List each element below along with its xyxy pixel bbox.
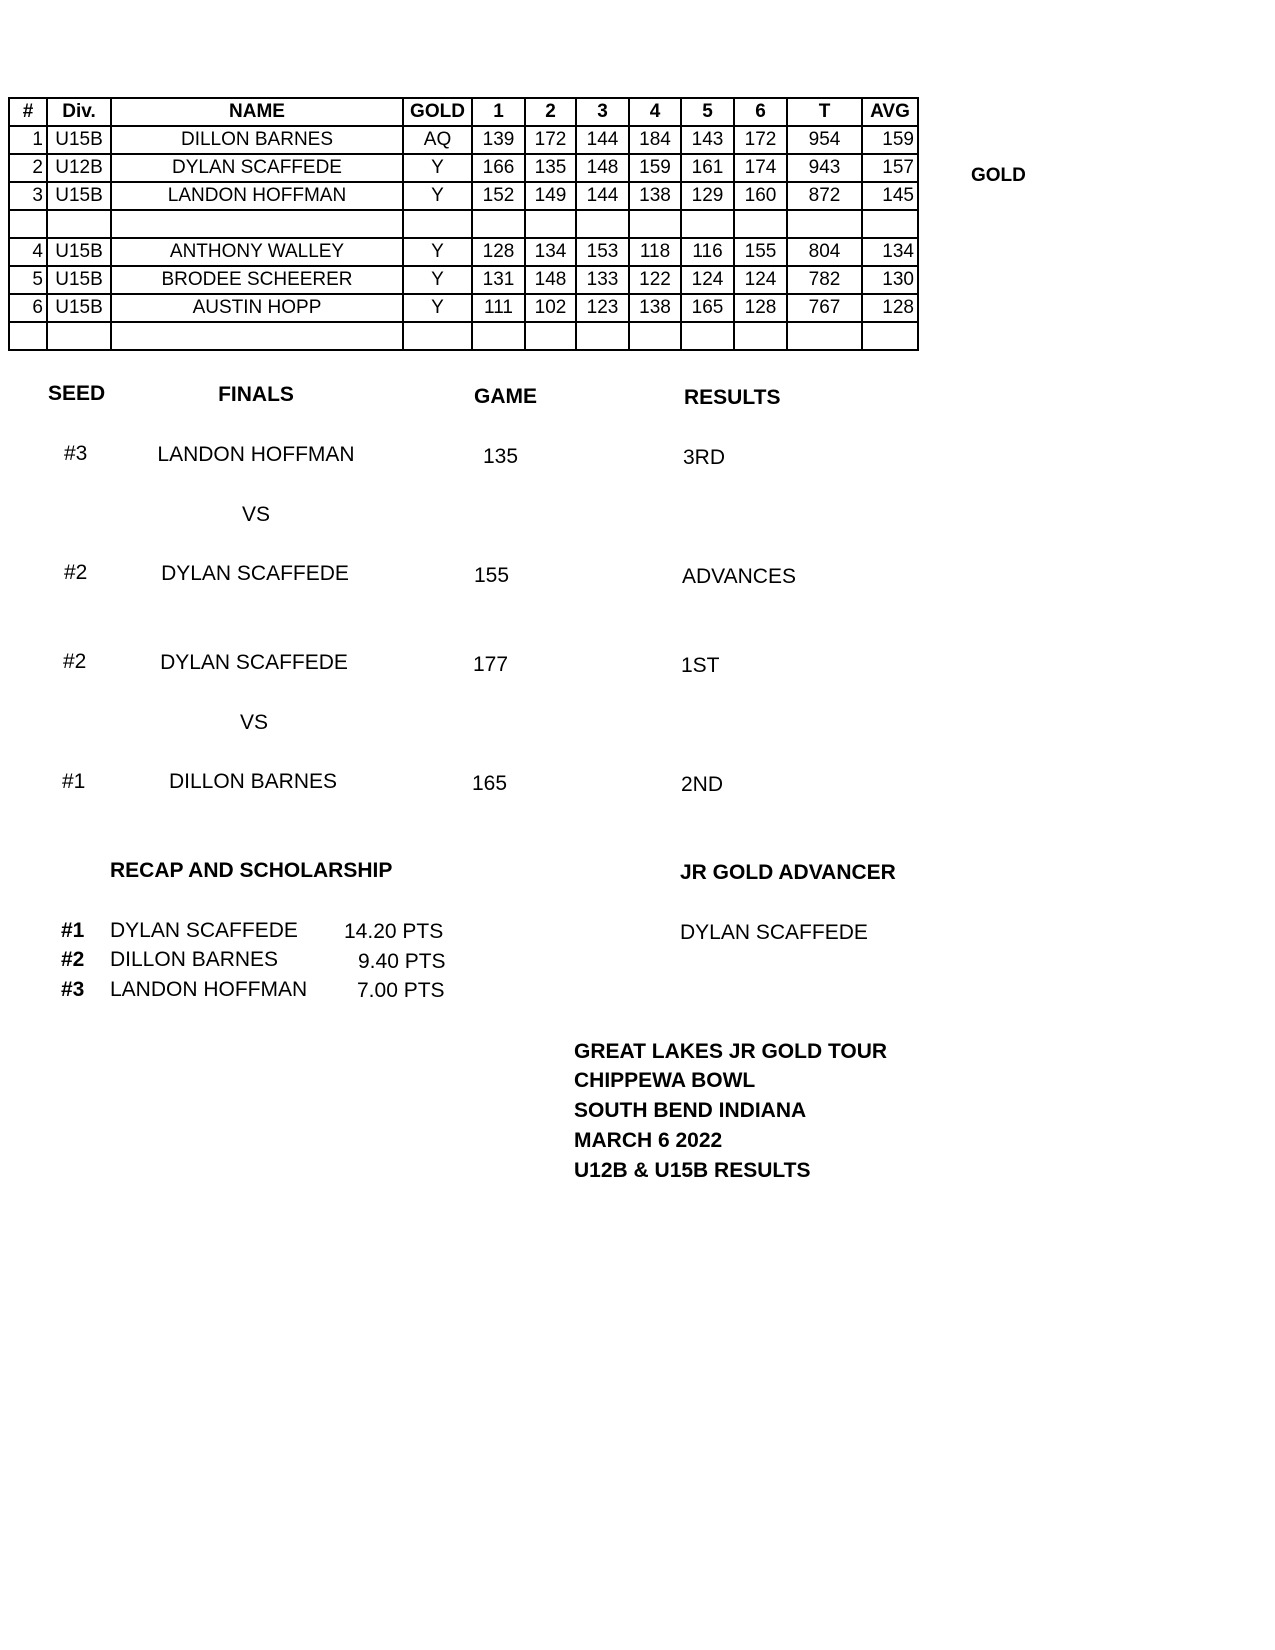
cell-game-2	[525, 322, 576, 350]
cell-game-3	[576, 210, 629, 238]
cell-total	[787, 210, 862, 238]
cell-name: AUSTIN HOPP	[111, 294, 403, 322]
cell-average	[862, 210, 918, 238]
cell-division	[47, 322, 111, 350]
cell-total: 767	[787, 294, 862, 322]
cell-game-5: 124	[681, 266, 734, 294]
match-seed: #2	[64, 561, 88, 584]
gold-side-label: GOLD	[971, 165, 1026, 186]
col-header-game-1: 1	[472, 98, 525, 126]
cell-rank	[9, 210, 47, 238]
cell-gold: AQ	[403, 126, 472, 154]
match-game-score: 155	[474, 564, 510, 587]
table-row	[9, 266, 918, 294]
cell-game-5: 143	[681, 126, 734, 154]
cell-game-2: 172	[525, 126, 576, 154]
cell-game-6: 124	[734, 266, 787, 294]
cell-game-1	[472, 322, 525, 350]
cell-game-2: 149	[525, 182, 576, 210]
cell-total: 872	[787, 182, 862, 210]
cell-game-5	[681, 322, 734, 350]
recap-points: 9.40 PTS	[358, 950, 446, 973]
cell-gold	[403, 210, 472, 238]
cell-division: U15B	[47, 126, 111, 154]
cell-division	[47, 210, 111, 238]
table-row	[9, 210, 918, 238]
cell-gold: Y	[403, 238, 472, 266]
match-player-name: LANDON HOFFMAN	[157, 443, 355, 466]
cell-total: 804	[787, 238, 862, 266]
cell-name: DILLON BARNES	[111, 126, 403, 154]
table-row	[9, 126, 918, 154]
cell-division: U15B	[47, 238, 111, 266]
cell-game-5: 161	[681, 154, 734, 182]
cell-average	[862, 322, 918, 350]
recap-rank: #3	[61, 978, 85, 1001]
cell-gold: Y	[403, 294, 472, 322]
match-seed: #1	[62, 770, 86, 793]
col-header-gold: GOLD	[403, 98, 472, 126]
results-header: RESULTS	[684, 386, 781, 409]
cell-game-6: 174	[734, 154, 787, 182]
cell-game-4: 118	[629, 238, 681, 266]
recap-rank: #2	[61, 948, 85, 971]
cell-game-6: 128	[734, 294, 787, 322]
match-player-name: DYLAN SCAFFEDE	[161, 562, 349, 585]
match-result: 3RD	[683, 446, 726, 469]
cell-name: BRODEE SCHEERER	[111, 266, 403, 294]
cell-division: U15B	[47, 294, 111, 322]
cell-rank: 3	[9, 182, 47, 210]
cell-game-1: 152	[472, 182, 525, 210]
cell-division: U12B	[47, 154, 111, 182]
match-result: 2ND	[681, 773, 724, 796]
finals-header: FINALS	[218, 383, 294, 406]
cell-game-3: 123	[576, 294, 629, 322]
table-row	[9, 294, 918, 322]
recap-name: DILLON BARNES	[110, 948, 279, 971]
advancer-name: DYLAN SCAFFEDE	[680, 921, 868, 944]
recap-rank: #1	[61, 919, 85, 942]
cell-game-1	[472, 210, 525, 238]
cell-name	[111, 210, 403, 238]
event-location: SOUTH BEND INDIANA	[574, 1099, 807, 1122]
cell-rank	[9, 322, 47, 350]
cell-game-6: 155	[734, 238, 787, 266]
table-row	[9, 154, 918, 182]
cell-gold	[403, 322, 472, 350]
cell-game-6	[734, 210, 787, 238]
cell-gold: Y	[403, 154, 472, 182]
cell-average: 130	[862, 266, 918, 294]
col-header-average: AVG	[862, 98, 918, 126]
col-header-game-5: 5	[681, 98, 734, 126]
table-row	[9, 182, 918, 210]
cell-game-5: 165	[681, 294, 734, 322]
game-header: GAME	[474, 385, 537, 408]
col-header-name: NAME	[111, 98, 403, 126]
event-tour-name: GREAT LAKES JR GOLD TOUR	[574, 1040, 888, 1063]
cell-game-3: 133	[576, 266, 629, 294]
cell-total: 943	[787, 154, 862, 182]
cell-game-4	[629, 322, 681, 350]
cell-game-3: 144	[576, 182, 629, 210]
match-game-score: 177	[473, 653, 509, 676]
cell-game-2: 148	[525, 266, 576, 294]
cell-division: U15B	[47, 266, 111, 294]
col-header-game-2: 2	[525, 98, 576, 126]
match-seed: #3	[64, 442, 88, 465]
standings-table	[8, 97, 919, 351]
cell-game-3	[576, 322, 629, 350]
cell-game-5: 116	[681, 238, 734, 266]
match-result: ADVANCES	[682, 565, 796, 588]
cell-game-1: 131	[472, 266, 525, 294]
table-row	[9, 238, 918, 266]
col-header-game-3: 3	[576, 98, 629, 126]
cell-total	[787, 322, 862, 350]
cell-division: U15B	[47, 182, 111, 210]
versus-label: VS	[241, 503, 271, 526]
cell-game-3: 153	[576, 238, 629, 266]
cell-total: 954	[787, 126, 862, 154]
cell-total: 782	[787, 266, 862, 294]
cell-game-2: 134	[525, 238, 576, 266]
cell-average: 157	[862, 154, 918, 182]
cell-game-2: 102	[525, 294, 576, 322]
event-date: MARCH 6 2022	[574, 1129, 723, 1152]
table-row	[9, 322, 918, 350]
recap-title: RECAP AND SCHOLARSHIP	[110, 859, 393, 882]
cell-rank: 4	[9, 238, 47, 266]
cell-game-1: 139	[472, 126, 525, 154]
advancer-title: JR GOLD ADVANCER	[680, 861, 896, 884]
col-header-rank: #	[9, 98, 47, 126]
cell-rank: 1	[9, 126, 47, 154]
cell-game-4: 159	[629, 154, 681, 182]
col-header-game-4: 4	[629, 98, 681, 126]
cell-name	[111, 322, 403, 350]
cell-game-4	[629, 210, 681, 238]
recap-name: DYLAN SCAFFEDE	[110, 919, 298, 942]
cell-game-1: 111	[472, 294, 525, 322]
cell-name: ANTHONY WALLEY	[111, 238, 403, 266]
match-game-score: 135	[483, 445, 519, 468]
event-divisions: U12B & U15B RESULTS	[574, 1159, 811, 1182]
cell-average: 134	[862, 238, 918, 266]
event-venue: CHIPPEWA BOWL	[574, 1069, 756, 1092]
cell-game-3: 144	[576, 126, 629, 154]
match-result: 1ST	[681, 654, 720, 677]
cell-game-2	[525, 210, 576, 238]
cell-average: 145	[862, 182, 918, 210]
cell-game-4: 138	[629, 294, 681, 322]
cell-game-6: 172	[734, 126, 787, 154]
versus-label: VS	[239, 711, 269, 734]
cell-rank: 2	[9, 154, 47, 182]
cell-game-3: 148	[576, 154, 629, 182]
cell-game-4: 138	[629, 182, 681, 210]
col-header-game-6: 6	[734, 98, 787, 126]
col-header-division: Div.	[47, 98, 111, 126]
seed-header: SEED	[48, 382, 106, 405]
cell-rank: 6	[9, 294, 47, 322]
cell-average: 128	[862, 294, 918, 322]
cell-game-5	[681, 210, 734, 238]
cell-game-5: 129	[681, 182, 734, 210]
cell-game-6	[734, 322, 787, 350]
recap-points: 14.20 PTS	[344, 920, 444, 943]
cell-game-4: 184	[629, 126, 681, 154]
cell-game-1: 166	[472, 154, 525, 182]
col-header-total: T	[787, 98, 862, 126]
cell-name: DYLAN SCAFFEDE	[111, 154, 403, 182]
cell-name: LANDON HOFFMAN	[111, 182, 403, 210]
cell-gold: Y	[403, 266, 472, 294]
match-player-name: DILLON BARNES	[168, 770, 338, 793]
match-player-name: DYLAN SCAFFEDE	[160, 651, 348, 674]
recap-points: 7.00 PTS	[357, 979, 445, 1002]
match-game-score: 165	[472, 772, 508, 795]
cell-gold: Y	[403, 182, 472, 210]
table-header-row	[9, 98, 918, 126]
cell-game-2: 135	[525, 154, 576, 182]
cell-average: 159	[862, 126, 918, 154]
cell-game-6: 160	[734, 182, 787, 210]
cell-game-1: 128	[472, 238, 525, 266]
recap-name: LANDON HOFFMAN	[110, 978, 308, 1001]
cell-rank: 5	[9, 266, 47, 294]
cell-game-4: 122	[629, 266, 681, 294]
match-seed: #2	[63, 650, 87, 673]
